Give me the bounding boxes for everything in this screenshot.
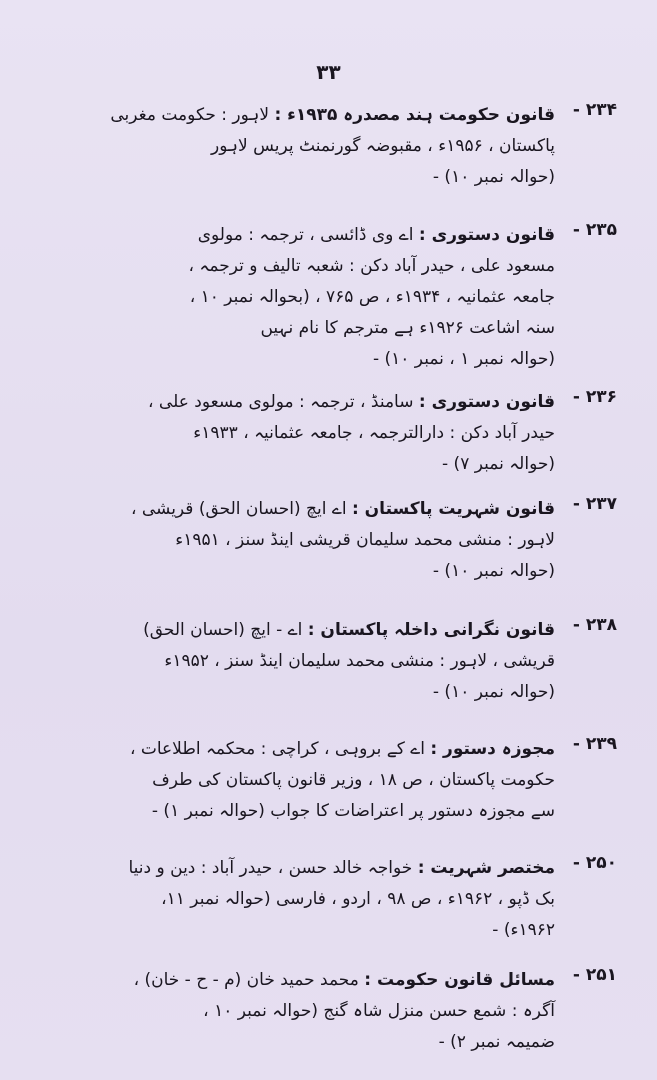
entry-number: ۲۳۶ -: [572, 387, 617, 407]
entry-line: [75, 251, 555, 282]
entry-number: ۲۳۹ -: [572, 734, 617, 754]
entry-line: [75, 282, 555, 313]
entry-body: [75, 387, 555, 480]
entry-line: [75, 313, 555, 344]
entry-text: مسعود علی ، حیدر آباد دکن : شعبہ تالیف و ترجمہ ،: [188, 256, 555, 276]
entry-line: [75, 965, 555, 996]
entry-text: سامنڈ ، ترجمہ : مولوی مسعود علی ،: [148, 392, 414, 412]
entry-text: قریشی ، لاہور : منشی محمد سلیمان اینڈ سنز ، ۱۹۵۲ء: [164, 651, 555, 671]
entry-title: قانون حکومت ہند مصدرہ ۱۹۳۵ء :: [274, 105, 555, 125]
entry-line: [75, 765, 555, 796]
entry-title: مسائل قانون حکومت :: [364, 970, 555, 990]
entry-text: اے - ایچ (احسان الحق): [143, 620, 303, 640]
bibliography-entry: [75, 615, 615, 720]
entry-number: ۲۳۵ -: [572, 220, 617, 240]
entry-number: ۲۳۴ -: [572, 100, 617, 120]
entry-text: سے مجوزہ دستور پر اعتراضات کا جواب (حوالہ نمبر ۱) -: [151, 801, 555, 821]
entry-line: [75, 344, 555, 375]
entry-text: (حوالہ نمبر ۱۰) -: [432, 682, 555, 702]
entry-line: [75, 884, 555, 915]
entry-text: پاکستان ، ۱۹۵۶ء ، مقبوضہ گورنمنٹ پریس لاہور: [211, 136, 555, 156]
entry-line: [75, 1027, 555, 1058]
entry-line: [75, 449, 555, 480]
entry-body: [75, 494, 555, 587]
entry-title: مختصر شہریت :: [417, 858, 555, 878]
entry-line: [75, 100, 555, 131]
bibliography-list: [75, 100, 615, 1072]
entry-line: [75, 556, 555, 587]
bibliography-entry: [75, 494, 615, 601]
entry-line: [75, 734, 555, 765]
entry-text: (حوالہ نمبر ۱۰) -: [432, 167, 555, 187]
entry-text: (حوالہ نمبر ۷) -: [442, 454, 555, 474]
entry-line: [75, 525, 555, 556]
entry-text: محمد حمید خان (م - ح - خان) ،: [133, 970, 359, 990]
entry-number: ۲۵۱ -: [572, 965, 617, 985]
entry-line: [75, 646, 555, 677]
entry-line: [75, 494, 555, 525]
entry-text: حکومت پاکستان ، ص ۱۸ ، وزیر قانون پاکستان کی طرف: [152, 770, 555, 790]
entry-text: جامعہ عثمانیہ ، ۱۹۳۴ء ، ص ۷۶۵ ، (بحوالہ نمبر ۱۰ ،: [189, 287, 555, 307]
entry-text: اے ایچ (احسان الحق) قریشی ،: [130, 499, 347, 519]
entry-text: اے وی ڈائسی ، ترجمہ : مولوی: [197, 225, 414, 245]
bibliography-entry: [75, 220, 615, 373]
entry-text: حیدر آباد دکن : دارالترجمہ ، جامعہ عثمانیہ ، ۱۹۳۳ء: [193, 423, 555, 443]
entry-line: [75, 796, 555, 827]
bibliography-entry: [75, 853, 615, 951]
entry-text: لاہور : منشی محمد سلیمان قریشی اینڈ سنز ، ۱۹۵۱ء: [175, 530, 555, 550]
bibliography-entry: [75, 387, 615, 480]
entry-body: [75, 100, 555, 193]
entry-number: ۲۵۰ -: [572, 853, 617, 873]
entry-line: [75, 131, 555, 162]
bibliography-entry: [75, 965, 615, 1058]
entry-title: قانون دستوری :: [418, 392, 555, 412]
entry-text: (حوالہ نمبر ۱ ، نمبر ۱۰) -: [372, 349, 555, 369]
entry-body: [75, 220, 555, 375]
entry-line: [75, 615, 555, 646]
entry-text: (حوالہ نمبر ۱۰) -: [432, 561, 555, 581]
entry-body: [75, 965, 555, 1058]
entry-title: قانون شہریت پاکستان :: [351, 499, 555, 519]
entry-number: ۲۳۷ -: [572, 494, 617, 514]
entry-line: [75, 996, 555, 1027]
entry-line: [75, 677, 555, 708]
page-number: ۳۳: [316, 60, 341, 84]
bibliography-entry: [75, 100, 615, 206]
entry-text: اے کے بروہی ، کراچی : محکمہ اطلاعات ،: [129, 739, 425, 759]
entry-body: [75, 853, 555, 946]
entry-text: ۱۹۶۲ء) -: [492, 920, 555, 940]
entry-line: [75, 162, 555, 193]
entry-line: [75, 418, 555, 449]
entry-text: خواجہ خالد حسن ، حیدر آباد : دین و دنیا: [128, 858, 413, 878]
entry-line: [75, 915, 555, 946]
entry-body: [75, 615, 555, 708]
bibliography-entry: [75, 734, 615, 839]
entry-text: بک ڈپو ، ۱۹۶۲ء ، ص ۹۸ ، اردو ، فارسی (حوالہ نمبر ۱۱،: [161, 889, 555, 909]
entry-line: [75, 220, 555, 251]
entry-text: ضمیمہ نمبر ۲) -: [438, 1032, 555, 1052]
entry-text: سنہ اشاعت ۱۹۲۶ء ہے مترجم کا نام نہیں: [260, 318, 555, 338]
entry-text: لاہور : حکومت مغربی: [110, 105, 270, 125]
entry-number: ۲۳۸ -: [572, 615, 617, 635]
entry-text: آگرہ : شمع حسن منزل شاہ گنج (حوالہ نمبر ۱۰ ،: [203, 1001, 555, 1021]
entry-title: مجوزہ دستور :: [430, 739, 555, 759]
entry-line: [75, 387, 555, 418]
entry-title: قانون نگرانی داخلہ پاکستان :: [307, 620, 555, 640]
entry-body: [75, 734, 555, 827]
entry-title: قانون دستوری :: [418, 225, 555, 245]
entry-line: [75, 853, 555, 884]
